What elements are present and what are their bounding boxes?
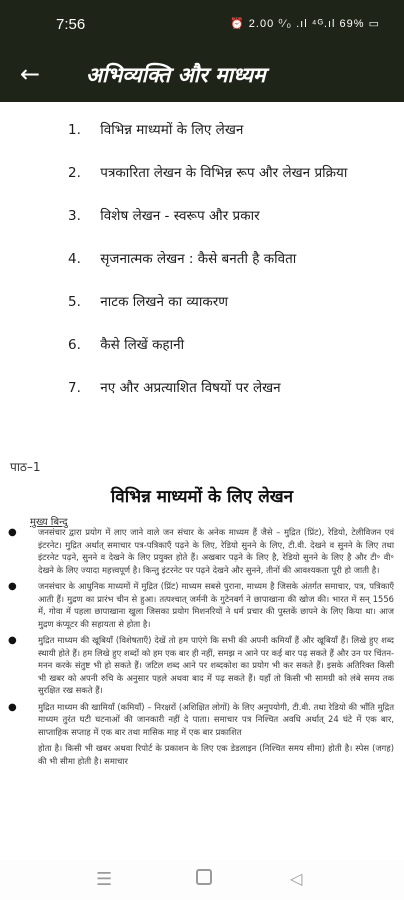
- bullet-icon: ●: [8, 635, 17, 646]
- toc-label: सृजनात्मक लेखन : कैसे बनती है कविता: [100, 251, 297, 267]
- toc-label: विभिन्न माध्यमों के लिए लेखन: [100, 122, 244, 138]
- lesson-label: पाठ–1: [10, 460, 41, 474]
- paragraph-text: मुद्रित माध्यम की खामियाँ (कमियाँ) – निरक्षरों (अशिक्षित लोगों) के लिए अनुपयोगी, टी.वी. तथा रेडियो की भाँति मुद्रित माध्यम तुरंत घटी घटनाओं की जानकारी नहीं दे पाता। समाचार पत्र निश्चित अवधि अर्थात् 24 घंटे में एक बार, साप्ताहिक सप्ताह में एक बार तथा मासिक माह में एक बार प्रकाशित: [38, 701, 394, 737]
- toc-number: 2.: [68, 165, 81, 181]
- paragraph-text: होता है। किसी भी खबर अथवा रिपोर्ट के प्रकाशन के लिए एक डेडलाइन (निश्चित समय सीमा) होती है। स्पेस (जगह) की भी सीमा होती है। समाचार: [38, 743, 394, 766]
- status-bar: [0, 0, 404, 48]
- toc-item: [68, 249, 400, 292]
- home-icon[interactable]: [196, 869, 212, 885]
- toc-number: 5.: [68, 294, 81, 310]
- back-arrow-icon[interactable]: ←: [20, 60, 41, 88]
- document-content[interactable]: [0, 102, 404, 860]
- toc-label: पत्रकारिता लेखन के विभिन्न रूप और लेखन प्रक्रिया: [100, 165, 348, 181]
- toc-item: [68, 292, 400, 335]
- toc-item: [68, 206, 400, 249]
- table-of-contents: [68, 120, 400, 421]
- toc-label: कैसे लिखें कहानी: [100, 337, 185, 353]
- status-time: 7:56: [56, 16, 86, 33]
- paragraph: [8, 701, 394, 739]
- back-icon[interactable]: ◁: [290, 869, 303, 888]
- status-icons: ⏰ 2.00 ⁰⁄₀ .ıl ⁴ᴳ.ıl 69% ▭: [230, 18, 380, 30]
- navigation-bar: [0, 860, 404, 900]
- key-points-label: मुख्य बिन्दु: [30, 517, 68, 528]
- toc-number: 3.: [68, 208, 81, 224]
- app-bar: [0, 48, 404, 102]
- toc-number: 7.: [68, 380, 81, 396]
- paragraph-text: जनसंचार के आधुनिक माध्यमों में मुद्रित (प्रिंट) माध्यम सबसे पुराना, माध्यम है जिसके अंतर्गत समाचार, पत्र, पत्रिकाएँ आती हैं। मुद्रण का प्रारंभ चीन से हुआ। तत्पश्चात् जर्मनी के गुटेनबर्ग ने छापाखाना की खोज की। भारत में सन् 1556 में, गोवा में पहला छापाखाना खुला जिसका प्रयोग मिशनरियों ने धर्म प्रचार की पुस्तकें छापने के लिए किया था। आज मुद्रण कंप्यूटर की सहायता से होता है।: [38, 581, 394, 629]
- paragraph-text: मुद्रित माध्यम की खूबियाँ (विशेषताएँ) देखें तो हम पाएंगे कि सभी की अपनी कमियाँ हैं और खूबियाँ हैं। लिखे हुए शब्द स्थायी होते हैं। हम लिखे हुए शब्दों को हम एक बार ही नहीं, समझ न आने पर कई बार पढ़ सकते हैं और उन पर चिंतन-मनन करके संतुष्ट भी हो सकते हैं। जटिल शब्द आने पर शब्दकोश का प्रयोग भी कर सकते हैं। इसके अतिरिक्त किसी भी खबर को अपनी रुचि के अनुसार पहले अथवा बाद में पढ़ सकते हैं। यहाँ तो किसी भी सामग्री को लंबे समय तक सुरक्षित रख सकते हैं।: [38, 635, 394, 695]
- toc-item: [68, 378, 400, 421]
- toc-label: नाटक लिखने का व्याकरण: [100, 294, 228, 310]
- toc-number: 4.: [68, 251, 81, 267]
- toc-item: [68, 335, 400, 378]
- chapter-title: विभिन्न माध्यमों के लिए लेखन: [110, 487, 294, 507]
- toc-number: 1.: [68, 122, 81, 138]
- toc-item: [68, 120, 400, 163]
- bullet-icon: ●: [8, 701, 17, 713]
- paragraph: [8, 580, 394, 630]
- app-title: अभिव्यक्ति और माध्यम: [86, 62, 266, 87]
- bullet-icon: ●: [8, 581, 17, 592]
- paragraph: [8, 526, 394, 576]
- paragraph: [8, 634, 394, 697]
- toc-number: 6.: [68, 337, 81, 353]
- paragraph: [38, 742, 394, 767]
- recent-apps-icon[interactable]: ☰: [96, 869, 113, 890]
- paragraph-text: जनसंचार द्वारा प्रयोग में लाए जाने वाले जन संचार के अनेक माध्यम हैं जैसे – मुद्रित (प्रिंट), रेडियो, टेलीविजन एवं इंटरनेट। मुद्रित अर्थात् समाचार पत्र-पत्रिकाएँ पढ़ने के लिए, रेडियो सुनने के लिए, टी.वी. देखने व सुनने के लिए तथा इंटरनेट पढ़ने, सुनने व देखने के लिए प्रयुक्त होते हैं। अखबार पढ़ने के लिए है, रेडियो सुनने के लिए है और टी॰ वी॰ देखने के लिए ज्यादा महत्त्वपूर्ण है। किन्तु इंटरनेट पर पढ़ने देखने और सुनने, तीनों की आवश्यकता पूरी हो जाती है।: [38, 527, 394, 575]
- toc-label: विशेष लेखन - स्वरूप और प्रकार: [100, 208, 260, 224]
- toc-label: नए और अप्रत्याशित विषयों पर लेखन: [100, 380, 281, 396]
- paragraph-list: [8, 526, 394, 771]
- bullet-icon: ●: [8, 527, 17, 538]
- toc-item: [68, 163, 400, 206]
